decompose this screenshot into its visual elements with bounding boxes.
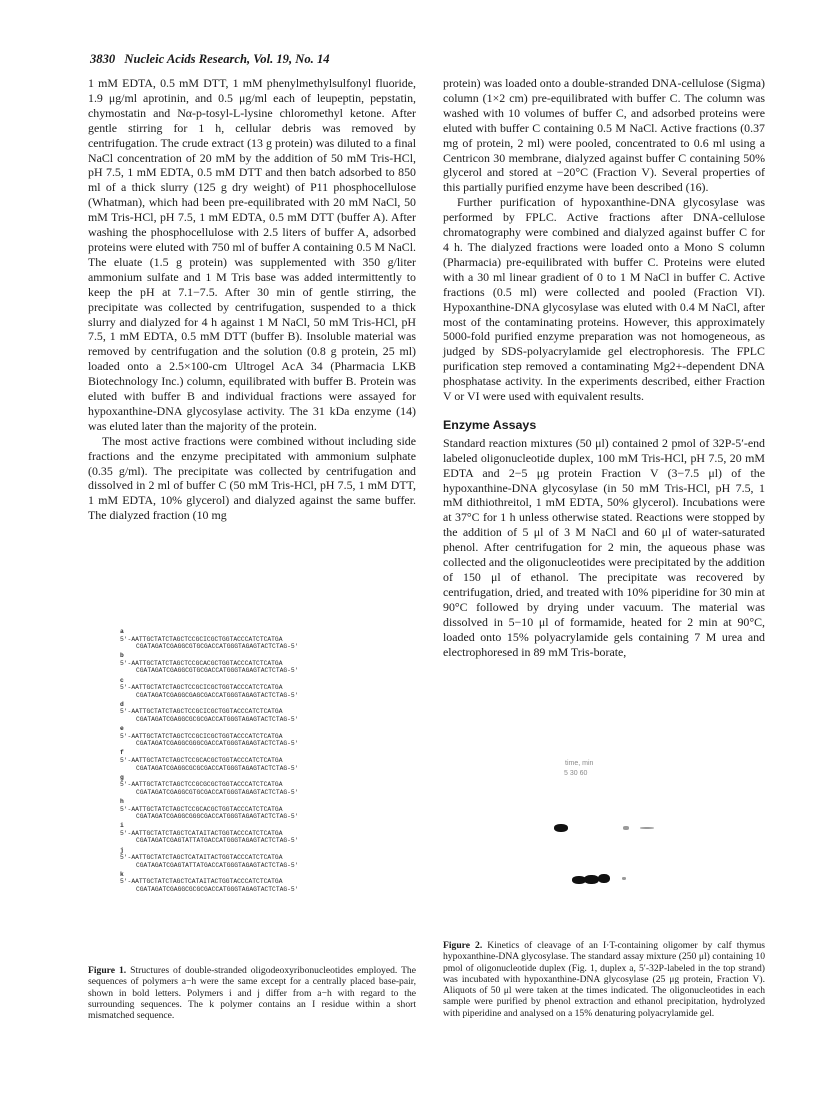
left-column [88,76,416,523]
right-paragraph-1: protein) was loaded onto a double-stranded DNA-cellulose (Sigma) column (1×2 cm) pre-equilibrated with buffer C. The column was washed with 10 volumes of buffer C, and adsorbed proteins were eluted with buffer C containing 0.5 M NaCl. Active fractions (0.37 mg of protein, 2 ml) were pooled, concentrated to 0.6 ml using a Centricon 30 membrane, dialyzed against buffer C containing 50% glycerol and stored at −20°C (Fraction V). Several properties of this partially purified enzyme have been described (16). [443,76,765,195]
journal-title: Nucleic Acids Research, Vol. 19, No. 14 [124,52,330,66]
gel-band-product-2 [584,875,599,884]
sequence-label: i [120,822,124,830]
sequence-top-strand: 5'-AATTGCTATCTAGCTCCGCGCGCTGGTACCCATCTCATGA [120,781,283,789]
section-heading-enzyme-assays: Enzyme Assays [443,417,537,432]
sequence-label: d [120,700,124,708]
sequence-top-strand: 5'-AATTGCTATCTAGCTCATAITACTGGTACCCATCTCATGA [120,854,283,862]
figure1-caption [88,965,416,1021]
figure1-label: Figure 1. [88,965,127,976]
sequence-item [120,652,430,675]
sequence-label: k [120,870,124,878]
figure2-gel-image [520,760,720,890]
page-number: 3830 [90,52,116,66]
sequence-item [120,701,430,724]
right-paragraph-3: Standard reaction mixtures (50 μl) contained 2 pmol of 32P-5′-end labeled oligonucleotide duplex, 100 mM Tris-HCl, pH 7.5, 20 mM EDTA and 2−5 μg protein Fraction V (3−7.5 μl) of the hypoxanthine-DNA glycosylase (in 50 mM Tris-HCl, pH 7.5, 1 mM dithiothreitol, 1 mM EDTA, 50% glycerol). Incubations were at 37°C for 1 h unless otherwise stated. Reactions were stopped by the addition of 5 μl of 3 M NaCl and 60 μl of water-saturated phenol. After centrifugation for 2 min, the aqueous phase was collected and the oligonucleotides were precipitated by the addition of 150 μl of ethanol. The precipitate was recovered by centrifugation, dried, and treated with 10% piperidine for 30 min at 90°C followed by drying under vacuum. The material was dissolved in 5−10 μl of formamide, heated for 2 min at 90°C, loaded onto 15% polyacrylamide gels containing 7 M urea and electrophoresed in 89 mM Tris-borate, [443,435,765,659]
figure2-caption [443,940,765,1019]
sequence-top-strand: 5'-AATTGCTATCTAGCTCCGCICGCTGGTACCCATCTCATGA [120,635,283,643]
sequence-label: e [120,725,124,733]
sequence-item [120,822,430,845]
sequence-item [120,677,430,700]
sequence-label: j [120,846,124,854]
sequence-bottom-strand: CGATAGATCGAGGCGTGCGACCATGGGTAGAGTACTCTAG-5' [136,643,299,651]
gel-label-times: 5 30 60 [564,770,588,777]
gel-label-time: time, min [565,760,594,767]
gel-band-faint-3 [622,877,626,880]
sequence-bottom-strand: CGATAGATCGAGTATTATGACCATGGGTAGAGTACTCTAG-5' [136,837,299,845]
sequence-top-strand: 5'-AATTGCTATCTAGCTCATAITACTGGTACCCATCTCATGA [120,878,283,886]
gel-band-faint-1 [623,826,629,830]
sequence-label: a [120,628,124,635]
sequence-item [120,847,430,870]
figure2-label: Figure 2. [443,940,483,951]
left-paragraph-2: The most active fractions were combined without including side fractions and the enzyme precipitated with ammonium sulphate (0.35 g/ml). The precipitate was collected by centrifugation and dissolved in 2 ml of buffer C (50 mM Tris-HCl, pH 7.5, 1 mM DTT, 1 mM EDTA, 10% glycerol) and dialyzed against the same buffer. The dialyzed fraction (10 mg [88,433,416,523]
figure1-sequences [120,628,430,895]
sequence-label: g [120,773,124,781]
sequence-label: f [120,749,124,757]
sequence-bottom-strand: CGATAGATCGAGGCGGGCGACCATGGGTAGAGTACTCTAG-5' [136,740,299,748]
sequence-top-strand: 5'-AATTGCTATCTAGCTCCGCACGCTGGTACCCATCTCATGA [120,757,283,764]
right-column [443,76,765,659]
sequence-item [120,749,430,772]
sequence-top-strand: 5'-AATTGCTATCTAGCTCCGCICGCTGGTACCCATCTCATGA [120,684,283,692]
sequence-bottom-strand: CGATAGATCGAGGCGTGCGACCATGGGTAGAGTACTCTAG-5' [136,667,299,675]
sequence-bottom-strand: CGATAGATCGAGGCGTGCGACCATGGGTAGAGTACTCTAG-5' [136,788,299,796]
sequence-top-strand: 5'-AATTGCTATCTAGCTCCGCACGCTGGTACCCATCTCATGA [120,659,283,667]
sequence-bottom-strand: CGATAGATCGAGGCGGGCGACCATGGGTAGAGTACTCTAG-5' [136,813,299,821]
sequence-bottom-strand: CGATAGATCGAGGCGAGCGACCATGGGTAGAGTACTCTAG-5' [136,691,299,699]
sequence-top-strand: 5'-AATTGCTATCTAGCTCATAITACTGGTACCCATCTCATGA [120,829,283,837]
sequence-item [120,725,430,748]
sequence-item [120,871,430,894]
figure1-caption-text: Structures of double-stranded oligodeoxyribonucleotides employed. The sequences of polymers a−h were the same except for a centrally placed base-pair, shown in bold letters. Polymers i and j differ from a−h with regard to the surrounding sequences. The k polymer contains an I residue within a short mismatched sequence. [88,965,416,1022]
sequence-bottom-strand: CGATAGATCGAGGCGCGCGACCATGGGTAGAGTACTCTAG-5' [136,886,299,893]
sequence-bottom-strand: CGATAGATCGAGGCGCGCGACCATGGGTAGAGTACTCTAG-5' [136,716,299,724]
sequence-top-strand: 5'-AATTGCTATCTAGCTCCGCACGCTGGTACCCATCTCATGA [120,805,283,813]
running-header [90,52,330,67]
sequence-item [120,798,430,821]
sequence-item [120,774,430,797]
gel-band-substrate [554,824,568,832]
figure2-caption-text: Kinetics of cleavage of an I·T-containing oligomer by calf thymus hypoxanthine-DNA glycosylase. The standard assay mixture (250 μl) containing 10 pmol of oligonucleotide duplex (Fig. 1, duplex a, 5′-32P-labeled in the top strand) was incubated with hypoxanthine-DNA glycosylase (25 μg protein, Fraction V). Aliquots of 50 μl were taken at the times indicated. The oligonucleotides in each sample were purified by phenol extraction and ethanol precipitation, hydrolyzed with piperidine and analysed on a 15% denaturing polyacrylamide gel. [443,940,765,1019]
sequence-label: h [120,797,124,805]
left-paragraph-1: 1 mM EDTA, 0.5 mM DTT, 1 mM phenylmethylsulfonyl fluoride, 1.9 μg/ml aprotinin, and 0.5 μg/ml each of leupeptin, pepstatin, chymostatin and Nα-p-tosyl-L-lysine chloromethyl ketone. After gentle stirring for 1 h, cellular debris was removed by centrifugation. The crude extract (13 g protein) was diluted to a final NaCl concentration of 20 mM by the addition of 50 mM Tris-HCl, pH 7.5, 1 mM EDTA, 0.5 mM DTT and then batch adsorbed to 850 ml of a thick slurry (125 g dry weight) of P11 phosphocellulose (Whatman), which had been pre-equilibrated with 20 mM NaCl, 50 mM Tris-HCl, pH 7.5, 1 mM EDTA, 0.5 mM DTT (buffer A). After washing the phosphocellulose with 2.5 liters of buffer A, adsorbed proteins were eluted with 750 ml of buffer A containing 0.5 M NaCl. The eluate (1.5 g protein) was supplemented with 350 g/liter ammonium sulfate and 1 M Tris base was added intermittently to keep the pH at 7.1−7.5. After 30 min of gentle stirring, the precipitate was collected by centrifugation, suspended to a thick slurry and dialyzed for 4 h against 1 M NaCl, 50 mM Tris-HCl, pH 7.5, 1 mM EDTA, 0.5 mM DTT (buffer B). Insoluble material was removed by centrifugation and the solution (0.8 g protein, 25 ml) loaded onto a 2.5×100-cm Ultrogel AcA 34 (Pharmacia LKB Biotechnology Inc.) column, equilibrated with buffer B. Protein was eluted with buffer B and individual fractions were assayed for hypoxanthine-DNA glycosylase activity. The 31 kDa enzyme (14) was eluted later than the majority of the protein. [88,76,416,433]
sequence-bottom-strand: CGATAGATCGAGGCGCGCGACCATGGGTAGAGTACTCTAG-5' [136,764,299,772]
gel-band-product-3 [598,874,610,883]
sequence-bottom-strand: CGATAGATCGAGTATTATGACCATGGGTAGAGTACTCTAG-5' [136,861,299,869]
sequence-item [120,628,430,651]
sequence-top-strand: 5'-AATTGCTATCTAGCTCCGCICGCTGGTACCCATCTCATGA [120,708,283,716]
sequence-label: b [120,652,124,660]
sequence-top-strand: 5'-AATTGCTATCTAGCTCCGCICGCTGGTACCCATCTCATGA [120,732,283,740]
gel-band-faint-2 [640,827,654,829]
right-paragraph-2: Further purification of hypoxanthine-DNA glycosylase was performed by FPLC. Active fractions after DNA-cellulose chromatography were combined and dialyzed against buffer C for 4 h. The dialyzed fractions were loaded onto a Mono S column (Pharmacia) pre-equilibrated with buffer C. Proteins were eluted with a 30 ml linear gradient of 0 to 1 M NaCl in buffer C. Active fractions (0.5 ml) were collected and pooled (Fraction VI). Hypoxanthine-DNA glycosylase was eluted with 0.4 M NaCl, after most of the contaminating proteins. However, this approximately 5000-fold purified enzyme preparation was not homogeneous, as judged by SDS-polyacrylamide gel electrophoresis. The FPLC purification step removed a contaminating Mg2+-dependent DNA phosphatase activity. In the experiments described, either Fraction V or VI were used with equivalent results. [443,195,765,404]
sequence-label: c [120,676,124,684]
